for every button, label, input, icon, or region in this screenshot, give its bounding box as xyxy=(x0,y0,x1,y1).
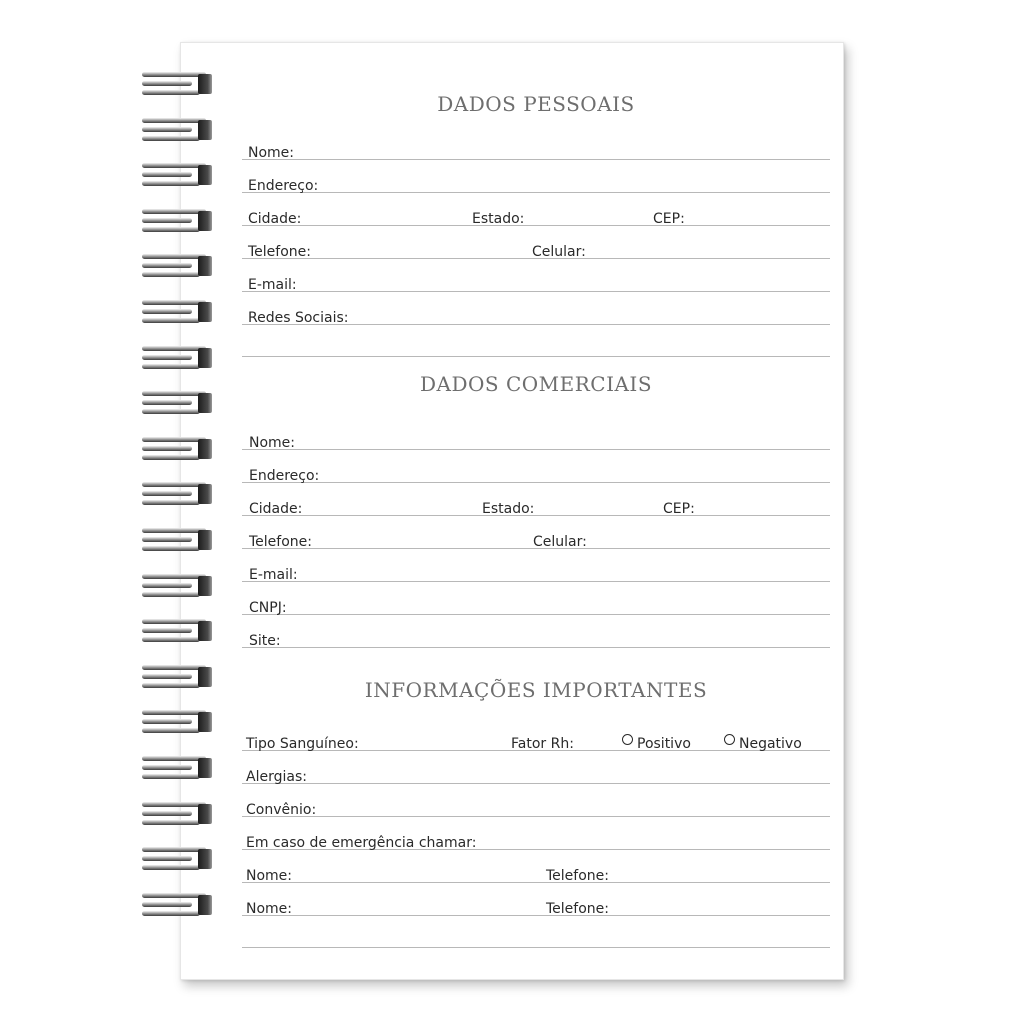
label-estado: Estado: xyxy=(472,211,525,227)
spiral-ring xyxy=(138,114,214,144)
spiral-ring xyxy=(138,250,214,280)
spiral-wire xyxy=(142,583,192,588)
spiral-hole xyxy=(198,712,212,732)
label-telefone: Telefone: xyxy=(546,868,609,884)
spiral-wire xyxy=(142,81,192,86)
radio-circle-icon[interactable] xyxy=(622,734,633,745)
spiral-ring xyxy=(138,433,214,463)
label-convenio: Convênio: xyxy=(246,802,317,818)
spiral-wire xyxy=(142,437,206,442)
spiral-wire xyxy=(142,346,206,351)
spiral-ring xyxy=(138,615,214,645)
label-telefone: Telefone: xyxy=(249,534,312,550)
spiral-wire xyxy=(142,802,206,807)
label-nome: Nome: xyxy=(246,868,293,884)
spiral-wire xyxy=(142,172,192,177)
label-cep: CEP: xyxy=(663,501,695,517)
spiral-wire xyxy=(142,765,192,770)
spiral-ring xyxy=(138,68,214,98)
spiral-wire xyxy=(142,491,192,496)
spiral-wire xyxy=(142,263,192,268)
spiral-wire xyxy=(142,227,200,232)
spiral-wire xyxy=(142,774,200,779)
spiral-wire xyxy=(142,665,206,670)
spiral-hole xyxy=(198,621,212,641)
spiral-wire xyxy=(142,820,200,825)
spiral-wire xyxy=(142,865,200,870)
spiral-wire xyxy=(142,391,206,396)
spiral-wire xyxy=(142,72,206,77)
spiral-ring xyxy=(138,387,214,417)
spiral-hole xyxy=(198,74,212,94)
label-nome: Nome: xyxy=(249,435,296,451)
spiral-wire xyxy=(142,628,192,633)
spiral-ring xyxy=(138,478,214,508)
label-nome: Nome: xyxy=(248,145,295,161)
row-cnpj[interactable] xyxy=(242,588,830,615)
label-endereco: Endereço: xyxy=(249,468,320,484)
spiral-wire xyxy=(142,683,200,688)
spiral-wire xyxy=(142,409,200,414)
spiral-ring xyxy=(138,159,214,189)
spiral-wire xyxy=(142,893,206,898)
label-alergias: Alergias: xyxy=(246,769,307,785)
spiral-ring xyxy=(138,661,214,691)
row-emergencia[interactable] xyxy=(242,823,830,850)
label-estado: Estado: xyxy=(482,501,535,517)
row-telefone-pessoal[interactable] xyxy=(242,232,830,259)
row-email-comercial[interactable] xyxy=(242,555,830,582)
spiral-hole xyxy=(198,484,212,504)
spiral-wire xyxy=(142,218,192,223)
spiral-wire xyxy=(142,500,200,505)
spiral-wire xyxy=(142,911,200,916)
spiral-hole xyxy=(198,348,212,368)
spiral-wire xyxy=(142,90,200,95)
spiral-wire xyxy=(142,902,192,907)
spiral-wire xyxy=(142,446,192,451)
label-nome: Nome: xyxy=(246,901,293,917)
label-cidade: Cidade: xyxy=(249,501,303,517)
spiral-wire xyxy=(142,811,192,816)
spiral-wire xyxy=(142,574,206,579)
spiral-wire xyxy=(142,756,206,761)
label-fator-rh: Fator Rh: xyxy=(511,736,574,752)
row-tipo-sanguineo[interactable] xyxy=(242,724,830,751)
spiral-hole xyxy=(198,256,212,276)
spiral-wire xyxy=(142,637,200,642)
spiral-wire xyxy=(142,400,192,405)
spiral-wire xyxy=(142,710,206,715)
row-endereco-pessoal[interactable] xyxy=(242,166,830,193)
row-redes-sociais[interactable] xyxy=(242,298,830,325)
label-cnpj: CNPJ: xyxy=(249,600,287,616)
label-email: E-mail: xyxy=(248,277,297,293)
spiral-ring xyxy=(138,706,214,736)
spiral-ring xyxy=(138,524,214,554)
spiral-hole xyxy=(198,895,212,915)
label-redes-sociais: Redes Sociais: xyxy=(248,310,349,326)
label-positivo: Positivo xyxy=(637,736,691,752)
spiral-ring xyxy=(138,570,214,600)
spiral-wire xyxy=(142,209,206,214)
spiral-ring xyxy=(138,752,214,782)
spiral-ring xyxy=(138,798,214,828)
spiral-ring xyxy=(138,205,214,235)
spiral-hole xyxy=(198,667,212,687)
label-celular: Celular: xyxy=(532,244,586,260)
spiral-wire xyxy=(142,847,206,852)
spiral-hole xyxy=(198,576,212,596)
label-site: Site: xyxy=(249,633,281,649)
spiral-wire xyxy=(142,181,200,186)
radio-circle-icon[interactable] xyxy=(724,734,735,745)
label-tipo-sanguineo: Tipo Sanguíneo: xyxy=(246,736,359,752)
row-emergencia-contato-2[interactable] xyxy=(242,889,830,916)
divider-line xyxy=(242,356,830,357)
row-telefone-comercial[interactable] xyxy=(242,522,830,549)
spiral-wire xyxy=(142,546,200,551)
spiral-wire xyxy=(142,364,200,369)
spiral-wire xyxy=(142,272,200,277)
spiral-wire xyxy=(142,118,206,123)
section-title-dados-comerciais: DADOS COMERCIAIS xyxy=(419,372,653,396)
label-celular: Celular: xyxy=(533,534,587,550)
section-title-dados-pessoais: DADOS PESSOAIS xyxy=(437,92,635,116)
spiral-wire xyxy=(142,728,200,733)
spiral-hole xyxy=(198,393,212,413)
spiral-wire xyxy=(142,127,192,132)
label-negativo: Negativo xyxy=(739,736,802,752)
spiral-wire xyxy=(142,674,192,679)
spiral-wire xyxy=(142,355,192,360)
label-endereco: Endereço: xyxy=(248,178,319,194)
spiral-binding xyxy=(138,0,218,1024)
row-alergias[interactable] xyxy=(242,757,830,784)
spiral-hole xyxy=(198,211,212,231)
spiral-wire xyxy=(142,719,192,724)
spiral-ring xyxy=(138,889,214,919)
label-cep: CEP: xyxy=(653,211,685,227)
row-emergencia-contato-1[interactable] xyxy=(242,856,830,883)
spiral-ring xyxy=(138,342,214,372)
spiral-wire xyxy=(142,300,206,305)
spiral-hole xyxy=(198,120,212,140)
spiral-hole xyxy=(198,804,212,824)
row-endereco-comercial[interactable] xyxy=(242,456,830,483)
spiral-hole xyxy=(198,530,212,550)
spiral-wire xyxy=(142,455,200,460)
spiral-wire xyxy=(142,254,206,259)
spiral-wire xyxy=(142,537,192,542)
spiral-hole xyxy=(198,302,212,322)
spiral-hole xyxy=(198,849,212,869)
spiral-ring xyxy=(138,296,214,326)
spiral-wire xyxy=(142,136,200,141)
row-nome-pessoal[interactable] xyxy=(242,133,830,160)
row-convenio[interactable] xyxy=(242,790,830,817)
spiral-wire xyxy=(142,856,192,861)
label-cidade: Cidade: xyxy=(248,211,302,227)
spiral-wire xyxy=(142,592,200,597)
spiral-wire xyxy=(142,309,192,314)
spiral-wire xyxy=(142,318,200,323)
label-telefone: Telefone: xyxy=(546,901,609,917)
spiral-hole xyxy=(198,165,212,185)
radio-negativo[interactable] xyxy=(724,734,802,752)
spiral-hole xyxy=(198,758,212,778)
label-telefone: Telefone: xyxy=(248,244,311,260)
section-title-informacoes-importantes: INFORMAÇÕES IMPORTANTES xyxy=(364,678,708,702)
spiral-wire xyxy=(142,163,206,168)
label-email: E-mail: xyxy=(249,567,298,583)
spiral-wire xyxy=(142,528,206,533)
spiral-ring xyxy=(138,843,214,873)
radio-positivo[interactable] xyxy=(622,734,691,752)
row-nome-comercial[interactable] xyxy=(242,423,830,450)
row-site[interactable] xyxy=(242,621,830,648)
row-email-pessoal[interactable] xyxy=(242,265,830,292)
spiral-wire xyxy=(142,619,206,624)
spiral-wire xyxy=(142,482,206,487)
row-cidade-comercial[interactable] xyxy=(242,489,830,516)
label-emergencia: Em caso de emergência chamar: xyxy=(246,835,477,851)
row-cidade-pessoal[interactable] xyxy=(242,199,830,226)
divider-line xyxy=(242,947,830,948)
spiral-hole xyxy=(198,439,212,459)
